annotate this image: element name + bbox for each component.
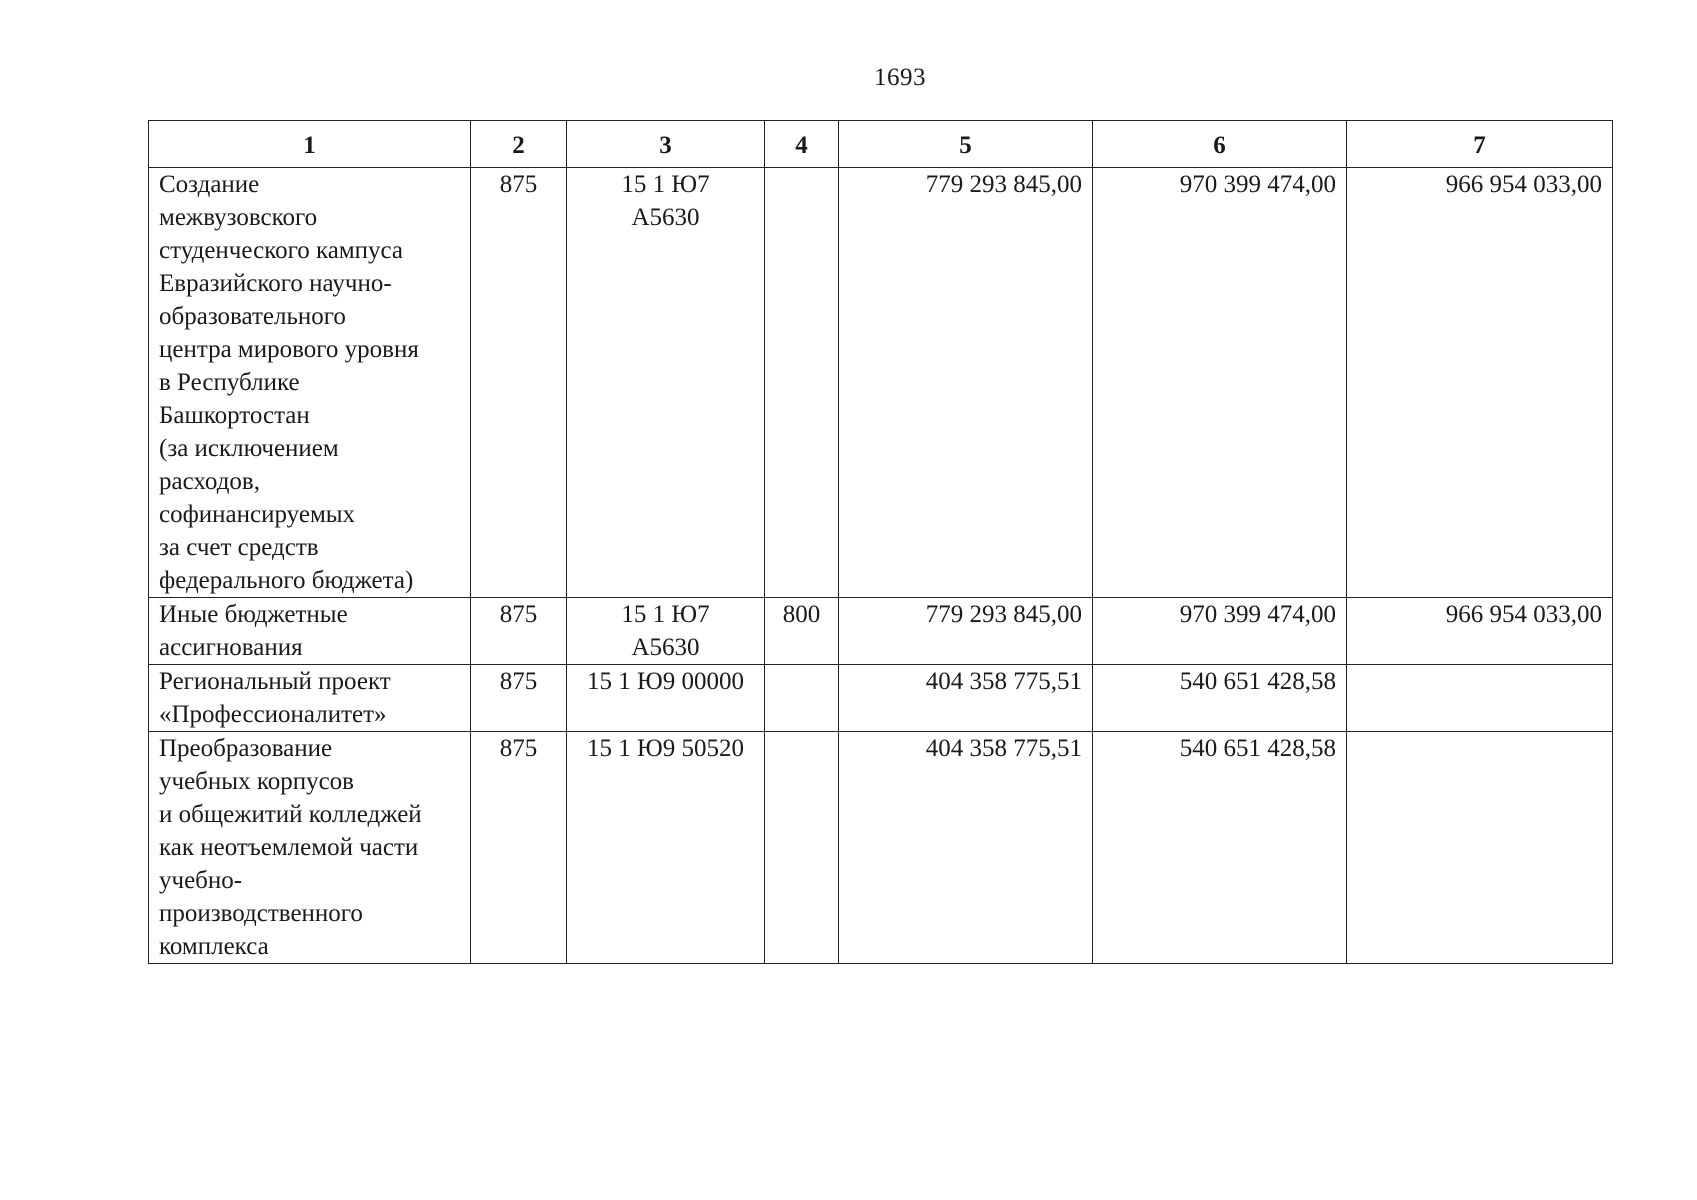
row-name-cell	[149, 665, 471, 732]
sum-cell-7: 966 954 033,00	[1347, 168, 1613, 598]
sum-cell-7	[1347, 665, 1613, 732]
name-line: Создание	[159, 171, 260, 198]
row-name-cell	[149, 168, 471, 598]
name-line: комплекса	[159, 933, 269, 960]
name-line: студенческого кампуса	[159, 237, 404, 264]
name-line: Евразийского научно-	[159, 270, 392, 297]
column-header-3: 3	[567, 121, 765, 168]
sum-cell-5: 404 358 775,51	[839, 732, 1093, 964]
column-header-5: 5	[839, 121, 1093, 168]
sum-cell-7	[1347, 732, 1613, 964]
name-line: учебно-	[159, 867, 243, 894]
code-cell: 875	[471, 665, 567, 732]
name-line: федерального бюджета)	[159, 567, 414, 594]
name-line: межвузовского	[159, 204, 318, 231]
code-cell: 875	[471, 732, 567, 964]
column-header-7: 7	[1347, 121, 1613, 168]
csr-line: 15 1 Ю9 00000	[587, 668, 744, 695]
csr-line: 15 1 Ю7	[621, 601, 710, 628]
name-line: Преобразование	[159, 735, 333, 762]
code-cell: 875	[471, 168, 567, 598]
vr-cell	[765, 665, 839, 732]
sum-cell-6: 540 651 428,58	[1093, 665, 1347, 732]
name-line: Региональный проект	[159, 668, 391, 695]
name-line: как неотъемлемой части	[159, 834, 419, 861]
table-row	[149, 598, 1613, 665]
column-header-2: 2	[471, 121, 567, 168]
name-line: центра мирового уровня	[159, 336, 419, 363]
name-line: производственного	[159, 900, 363, 927]
csr-cell	[567, 598, 765, 665]
vr-cell: 800	[765, 598, 839, 665]
header-row	[149, 121, 1613, 168]
name-line: и общежитий колледжей	[159, 801, 422, 828]
name-line: в Республике	[159, 369, 300, 396]
name-line: софинансируемых	[159, 501, 356, 528]
sum-cell-5: 779 293 845,00	[839, 168, 1093, 598]
table-row	[149, 168, 1613, 598]
sum-cell-6: 970 399 474,00	[1093, 598, 1347, 665]
csr-line: А5630	[631, 634, 700, 661]
csr-line: А5630	[631, 204, 700, 231]
name-line: «Профессионалитет»	[159, 701, 387, 728]
sum-cell-6: 970 399 474,00	[1093, 168, 1347, 598]
name-line: Иные бюджетные	[159, 601, 348, 628]
budget-table	[148, 120, 1613, 964]
vr-cell	[765, 168, 839, 598]
column-header-6: 6	[1093, 121, 1347, 168]
code-cell: 875	[471, 598, 567, 665]
table-row	[149, 665, 1613, 732]
sum-cell-5: 779 293 845,00	[839, 598, 1093, 665]
row-name-cell	[149, 732, 471, 964]
name-line: ассигнования	[159, 634, 303, 661]
name-line: образовательного	[159, 303, 346, 330]
row-name-cell	[149, 598, 471, 665]
csr-cell	[567, 665, 765, 732]
name-line: учебных корпусов	[159, 768, 354, 795]
table-row	[149, 732, 1613, 964]
csr-cell	[567, 732, 765, 964]
vr-cell	[765, 732, 839, 964]
column-header-1: 1	[149, 121, 471, 168]
name-line: расходов,	[159, 468, 260, 495]
column-header-4: 4	[765, 121, 839, 168]
csr-line: 15 1 Ю7	[621, 171, 710, 198]
sum-cell-6: 540 651 428,58	[1093, 732, 1347, 964]
sum-cell-5: 404 358 775,51	[839, 665, 1093, 732]
name-line: (за исключением	[159, 435, 339, 462]
csr-cell	[567, 168, 765, 598]
name-line: Башкортостан	[159, 402, 310, 429]
name-line: за счет средств	[159, 534, 319, 561]
csr-line: 15 1 Ю9 50520	[587, 735, 744, 762]
page-number: 1693	[874, 64, 926, 91]
sum-cell-7: 966 954 033,00	[1347, 598, 1613, 665]
